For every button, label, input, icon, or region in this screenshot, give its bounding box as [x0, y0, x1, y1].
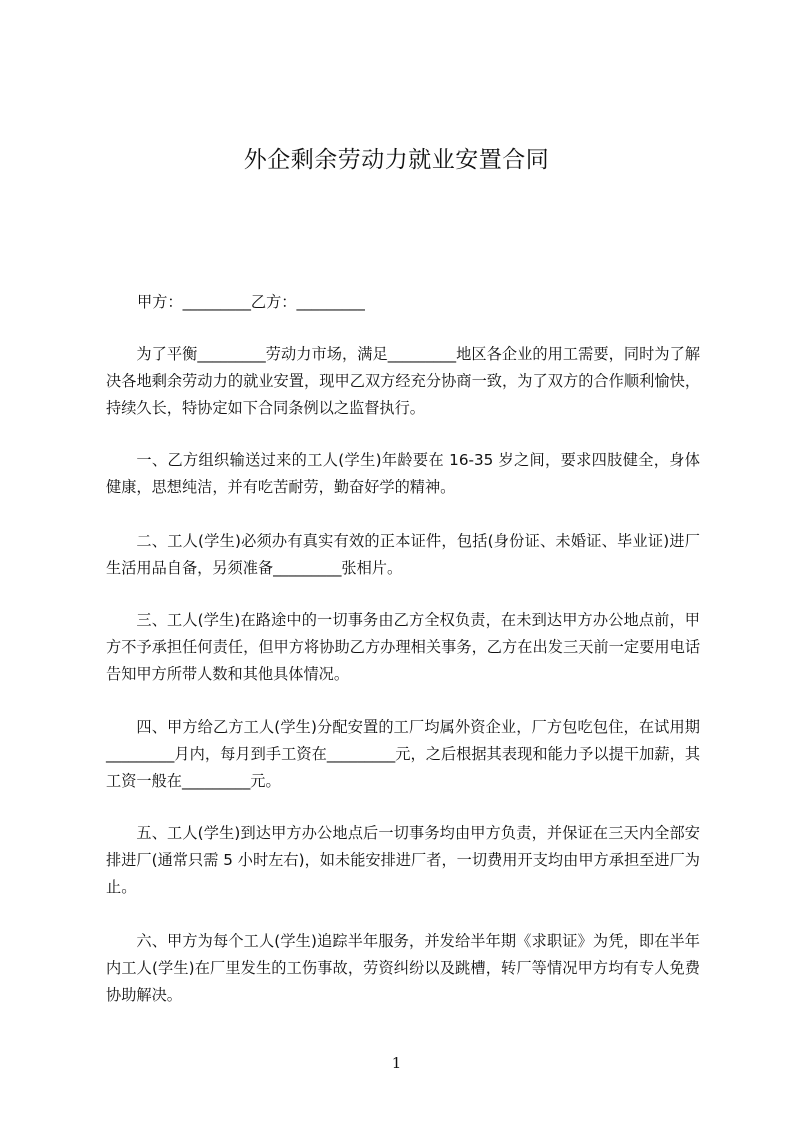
- clause-6: [106, 928, 700, 1009]
- document-title: 外企剩余劳动力就业安置合同: [243, 147, 550, 173]
- clause-text: 一、乙方组织输送过来的工人(学生)年龄要在 16-35 岁之间，要求四肢健全，身体健康，思想纯洁，并有吃苦耐劳，勤奋好学的精神。: [106, 451, 700, 496]
- page-number: 1: [391, 1054, 402, 1072]
- clause-text: 六、甲方为每个工人(学生)追踪半年服务，并发给半年期《求职证》为凭，即在半年内工人(学生)在厂里发生的工伤事故，劳资纠纷以及跳槽，转厂等情况甲方均有专人免费协助解决。: [106, 932, 700, 1004]
- clause-text: 二、工人(学生)必须办有真实有效的正本证件，包括(身份证、未婚证、毕业证)进厂生活用品自备，另须准备_________张相片。: [106, 532, 700, 577]
- clause-3: [106, 607, 700, 688]
- clause-text: 四、甲方给乙方工人(学生)分配安置的工厂均属外资企业，厂方包吃包住，在试用期_________月内，每月到手工资在_________元，之后根据其表现和能力予以提干加薪，其工资一般在_________元。: [106, 718, 700, 790]
- clause-text: 三、工人(学生)在路途中的一切事务由乙方全权负责，在未到达甲方办公地点前，甲方不予承担任何责任，但甲方将协助乙方办理相关事务，乙方在出发三天前一定要用电话告知甲方所带人数和其他具体情况。: [106, 611, 700, 683]
- clause-2: [106, 528, 700, 582]
- parties-line: 甲方：_________乙方：_________: [137, 293, 365, 311]
- preamble-paragraph: [106, 341, 700, 422]
- clause-4: [106, 714, 700, 795]
- clause-1: [106, 447, 700, 501]
- preamble-text: 为了平衡_________劳动力市场，满足_________地区各企业的用工需要，同时为了解决各地剩余劳动力的就业安置，现甲乙双方经充分协商一致，为了双方的合作顺利愉快，持续久长，特协定如下合同条例以之监督执行。: [106, 345, 700, 417]
- clause-5: [106, 820, 700, 901]
- clause-text: 五、工人(学生)到达甲方办公地点后一切事务均由甲方负责，并保证在三天内全部安排进厂(通常只需 5 小时左右)，如未能安排进厂者，一切费用开支均由甲方承担至进厂为止。: [106, 824, 700, 896]
